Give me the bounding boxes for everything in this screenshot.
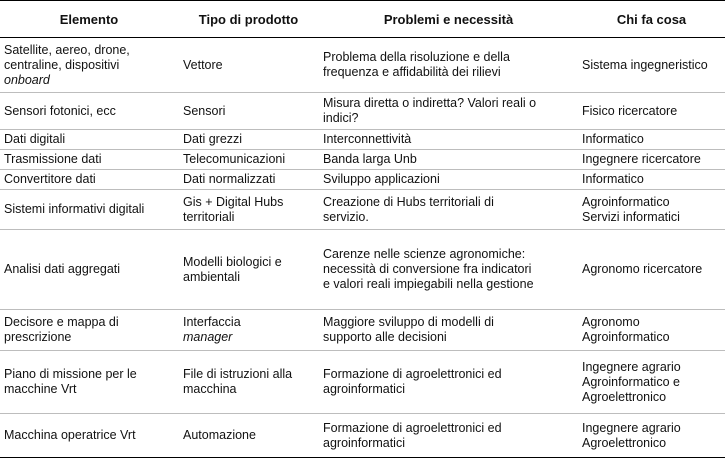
cell-tipo xyxy=(178,150,319,170)
cell-line: Trasmissione dati xyxy=(4,152,102,166)
cell-chi xyxy=(578,230,725,310)
cell-line: Automazione xyxy=(183,428,256,442)
cell-tipo xyxy=(178,190,319,230)
cell-problemi xyxy=(319,414,578,458)
cell-line: ambientali xyxy=(183,269,240,284)
table-row xyxy=(0,230,725,310)
cell-elemento xyxy=(0,150,178,170)
cell-line: Misura diretta o indiretta? Valori reali o xyxy=(323,96,537,110)
cell-line: supporto alle decisioni xyxy=(323,330,447,344)
cell-problemi xyxy=(319,93,578,130)
cell-elemento xyxy=(0,38,178,93)
cell-line: Maggiore sviluppo di modelli di xyxy=(323,315,494,329)
cell-line: prescrizione xyxy=(4,330,72,344)
cell-line: Agroinformatico e xyxy=(582,374,680,389)
cell-line: Agronomo ricercatore xyxy=(582,262,703,276)
cell-line: Formazione di agroelettronici ed xyxy=(323,420,502,435)
table-row xyxy=(0,190,725,230)
cell-line: Sistemi informativi digitali xyxy=(4,202,145,216)
cell-line: Agroelettronico xyxy=(582,389,667,404)
cell-line: Interconnettività xyxy=(323,132,412,146)
cell-chi xyxy=(578,150,725,170)
cell-problemi xyxy=(319,310,578,351)
cell-chi xyxy=(578,130,725,150)
cell-line: Informatico xyxy=(582,172,644,186)
cell-chi xyxy=(578,351,725,414)
cell-line: agroinformatici xyxy=(323,435,405,450)
cell-line: Sensori xyxy=(183,103,226,118)
cell-elemento xyxy=(0,351,178,414)
cell-chi xyxy=(578,93,725,130)
cell-line: Satellite, aereo, drone, xyxy=(4,42,130,57)
cell-tipo xyxy=(178,93,319,130)
cell-line: Agroinformatico xyxy=(582,194,670,209)
cell-line: Dati normalizzati xyxy=(183,172,276,186)
cell-line: Dati grezzi xyxy=(183,132,243,146)
cell-tipo xyxy=(178,351,319,414)
cell-tipo xyxy=(178,230,319,310)
cell-line: Interfaccia xyxy=(183,315,241,329)
cell-line: macchina xyxy=(183,382,237,396)
cell-line: necessità di conversione fra indicatori xyxy=(323,262,532,276)
cell-elemento xyxy=(0,130,178,150)
cell-line: Informatico xyxy=(582,132,644,146)
table-row xyxy=(0,310,725,351)
cell-line: Macchina operatrice Vrt xyxy=(4,428,136,442)
table-row xyxy=(0,351,725,414)
cell-tipo xyxy=(178,38,319,93)
cell-line: Agronomo xyxy=(582,315,640,329)
cell-problemi xyxy=(319,190,578,230)
cell-problemi xyxy=(319,351,578,414)
cell-line: Ingegnere ricercatore xyxy=(582,152,701,166)
cell-chi xyxy=(578,414,725,458)
cell-line: Telecomunicazioni xyxy=(183,152,286,166)
cell-line: Sviluppo applicazioni xyxy=(323,172,440,186)
cell-line: Ingegnere agrario xyxy=(582,359,681,374)
cell-elemento xyxy=(0,93,178,130)
cell-elemento xyxy=(0,190,178,230)
cell-problemi xyxy=(319,130,578,150)
cell-line: macchine Vrt xyxy=(4,382,77,396)
cell-tipo xyxy=(178,170,319,190)
table-row xyxy=(0,38,725,93)
cell-line: Carenze nelle scienze agronomiche: xyxy=(323,247,526,261)
cell-elemento xyxy=(0,310,178,351)
cell-line-italic: manager xyxy=(183,330,233,344)
cell-line: Agroelettronico xyxy=(582,435,667,450)
cell-line: servizio. xyxy=(323,209,369,224)
cell-problemi xyxy=(319,170,578,190)
header-row xyxy=(0,1,725,38)
cell-problemi xyxy=(319,38,578,93)
cell-tipo xyxy=(178,130,319,150)
header-elemento: Elemento xyxy=(0,1,178,38)
cell-chi xyxy=(578,170,725,190)
cell-tipo xyxy=(178,310,319,351)
table-row xyxy=(0,414,725,458)
cell-line: Banda larga Unb xyxy=(323,152,417,166)
cell-line: Creazione di Hubs territoriali di xyxy=(323,194,494,209)
cell-line: Sistema ingegneristico xyxy=(582,57,708,72)
cell-line: Modelli biologici e xyxy=(183,254,282,269)
cell-chi xyxy=(578,190,725,230)
header-tipo-di-prodotto: Tipo di prodotto xyxy=(178,1,319,38)
cell-line: Formazione di agroelettronici ed xyxy=(323,367,502,381)
cell-tipo xyxy=(178,414,319,458)
cell-line: File di istruzioni alla xyxy=(183,367,293,381)
cell-chi xyxy=(578,38,725,93)
cell-line: Fisico ricercatore xyxy=(582,103,678,118)
cell-problemi xyxy=(319,230,578,310)
header-chi-fa-cosa: Chi fa cosa xyxy=(578,1,725,38)
table-row xyxy=(0,150,725,170)
cell-line: Analisi dati aggregati xyxy=(4,262,121,276)
cell-elemento xyxy=(0,414,178,458)
table-row xyxy=(0,93,725,130)
cell-line: Dati digitali xyxy=(4,132,66,146)
cell-line: Problema della risoluzione e della xyxy=(323,50,510,64)
cell-line: Servizi informatici xyxy=(582,209,680,224)
cell-elemento xyxy=(0,230,178,310)
cell-line: Decisore e mappa di xyxy=(4,315,119,329)
cell-line: Convertitore dati xyxy=(4,172,96,186)
cell-line: frequenza e affidabilità dei rilievi xyxy=(323,65,501,79)
cell-chi xyxy=(578,310,725,351)
cell-line: agroinformatici xyxy=(323,382,405,396)
cell-line: Sensori fotonici, ecc xyxy=(4,103,116,118)
cell-line: Piano di missione per le xyxy=(4,367,137,381)
cell-elemento xyxy=(0,170,178,190)
cell-line: territoriali xyxy=(183,209,235,224)
cell-line: Gis + Digital Hubs xyxy=(183,194,284,209)
cell-line: Ingegnere agrario xyxy=(582,420,681,435)
cell-line: Agroinformatico xyxy=(582,330,670,344)
table-row xyxy=(0,130,725,150)
cell-line: indici? xyxy=(323,111,359,125)
table-row xyxy=(0,170,725,190)
cell-line: Vettore xyxy=(183,57,223,72)
cell-problemi xyxy=(319,150,578,170)
header-problemi-e-necessita: Problemi e necessità xyxy=(319,1,578,38)
cell-line-italic: onboard xyxy=(4,72,50,87)
cell-line: centraline, dispositivi xyxy=(4,57,120,72)
cell-line: e valori reali impiegabili nella gestione xyxy=(323,277,534,291)
